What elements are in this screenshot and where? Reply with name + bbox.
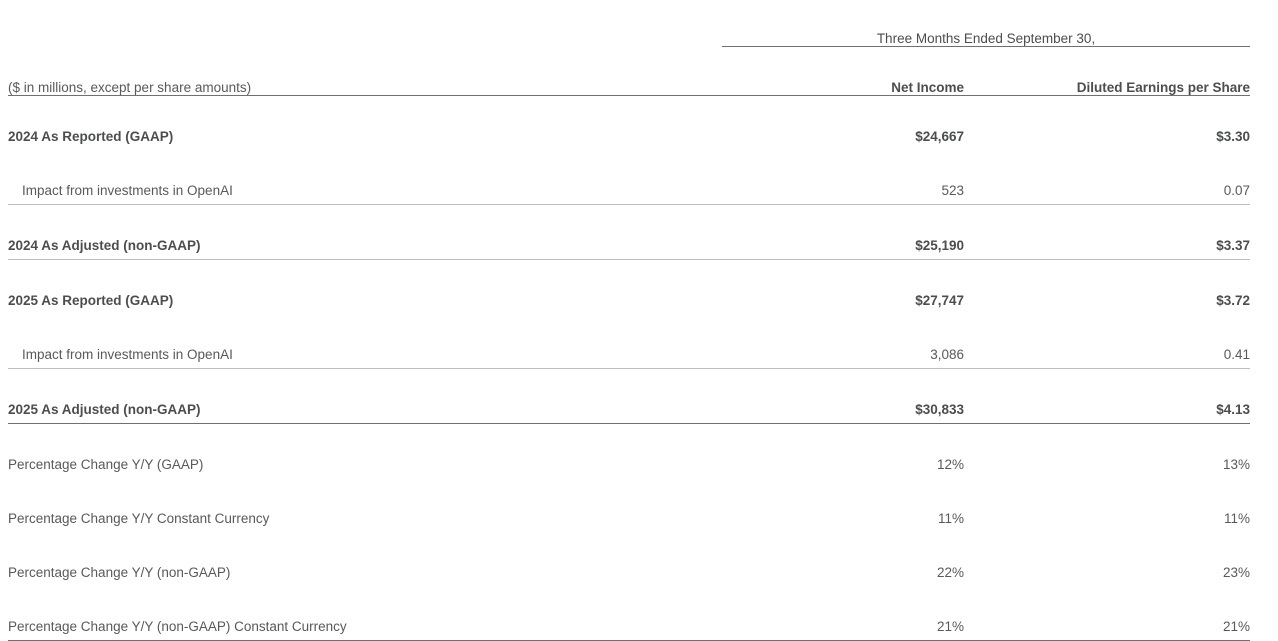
table-row	[8, 96, 1250, 151]
period-header-spacer	[8, 0, 722, 47]
row-diluted-eps: 11%	[1223, 511, 1251, 526]
table-row	[8, 478, 1250, 532]
row-label: Percentage Change Y/Y (non-GAAP)	[8, 565, 231, 580]
row-net-income: 21%	[722, 586, 964, 641]
table-row	[8, 532, 1250, 586]
table-row	[8, 424, 1250, 479]
row-diluted-eps: $3.72	[964, 260, 1250, 315]
table-row	[8, 205, 1250, 260]
row-label: 2024 As Reported (GAAP)	[8, 129, 174, 144]
row-net-income: $24,667	[915, 129, 964, 144]
table-row	[8, 150, 1250, 205]
table-row	[8, 314, 1250, 369]
row-net-income: 523	[941, 183, 964, 198]
column-header-units: ($ in millions, except per share amounts)	[8, 47, 722, 96]
row-net-income: 3,086	[930, 347, 964, 362]
table-row	[8, 369, 1250, 424]
period-header-label: Three Months Ended September 30,	[722, 0, 1250, 47]
row-net-income: 12%	[722, 424, 964, 479]
row-diluted-eps: 23%	[1222, 565, 1251, 580]
row-label: Impact from investments in OpenAI	[22, 347, 233, 362]
row-label: Percentage Change Y/Y (GAAP)	[8, 424, 722, 479]
row-net-income: $27,747	[722, 260, 964, 315]
row-net-income: $30,833	[722, 369, 964, 424]
row-diluted-eps: $3.37	[964, 205, 1250, 260]
row-label: Percentage Change Y/Y Constant Currency	[8, 511, 270, 526]
row-diluted-eps: $3.30	[1216, 129, 1251, 144]
row-net-income: 11%	[937, 511, 964, 526]
row-label: 2025 As Reported (GAAP)	[8, 260, 722, 315]
row-label: 2024 As Adjusted (non-GAAP)	[8, 205, 722, 260]
row-diluted-eps: 21%	[964, 586, 1250, 641]
row-label: Percentage Change Y/Y (non-GAAP) Constant Currency	[8, 586, 722, 641]
period-header-row	[8, 0, 1250, 47]
table-row	[8, 260, 1250, 315]
row-net-income: $25,190	[722, 205, 964, 260]
row-diluted-eps: 0.41	[1223, 347, 1251, 362]
row-diluted-eps: 0.07	[1223, 183, 1251, 198]
column-header-row	[8, 47, 1250, 96]
row-diluted-eps: 13%	[964, 424, 1250, 479]
column-header-net-income: Net Income	[722, 47, 964, 96]
row-label: 2025 As Adjusted (non-GAAP)	[8, 369, 722, 424]
row-net-income: 22%	[936, 565, 964, 580]
table-header	[8, 0, 1250, 96]
column-header-diluted-eps: Diluted Earnings per Share	[964, 47, 1250, 96]
row-label: Impact from investments in OpenAI	[22, 183, 233, 198]
table-body	[8, 96, 1250, 641]
row-diluted-eps: $4.13	[964, 369, 1250, 424]
non-gaap-reconciliation-table	[8, 0, 1250, 641]
table-row	[8, 586, 1250, 641]
